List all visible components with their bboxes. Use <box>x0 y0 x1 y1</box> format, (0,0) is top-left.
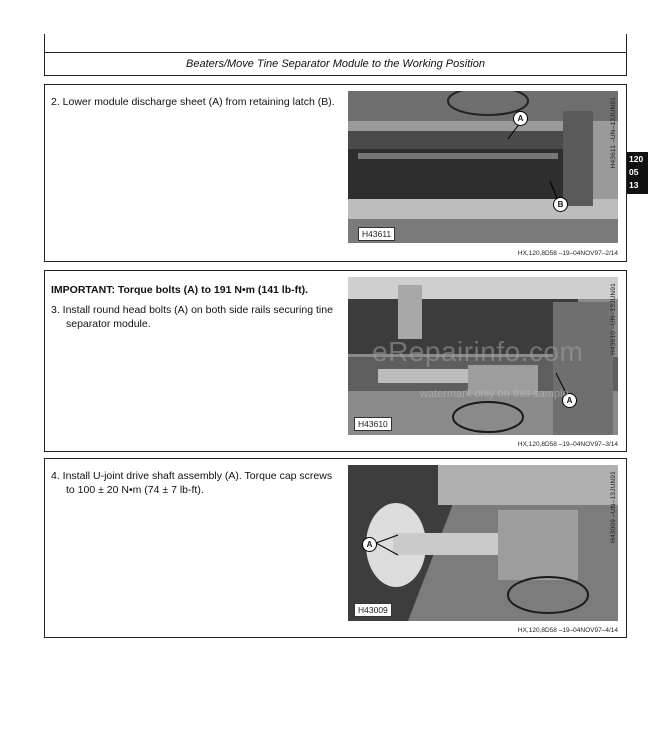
callout-a: A <box>513 111 528 126</box>
page-right-rule <box>626 34 627 52</box>
photo-code: H43610 <box>354 417 392 431</box>
photo-code: H43009 <box>354 603 392 617</box>
step-text-block <box>51 95 341 115</box>
tab-page: 13 <box>629 180 639 190</box>
step-photo <box>348 91 618 243</box>
photo-drawing <box>348 91 618 243</box>
photo-side-code: H43611 –UN–13JUN91 <box>610 97 617 169</box>
tab-chapter: 120 <box>629 154 644 164</box>
callout-a: A <box>562 393 577 408</box>
page-left-rule <box>44 34 45 52</box>
step-panel <box>44 84 627 262</box>
callout-a: A <box>362 537 377 552</box>
step-panel <box>44 458 627 638</box>
reference-code: HX,120,8D58 –19–04NOV97–4/14 <box>517 627 618 634</box>
reference-code: HX,120,8D58 –19–04NOV97–2/14 <box>517 250 618 257</box>
callout-b: B <box>553 197 568 212</box>
step-photo <box>348 465 618 621</box>
tab-group: 05 <box>629 167 639 177</box>
photo-drawing <box>348 465 618 621</box>
step-instruction: 4. Install U-joint drive shaft assembly (A). Torque cap screws to 100 ± 20 N•m (74 ± 7 lb-ft). <box>51 470 333 496</box>
section-tab <box>627 152 648 194</box>
step-text-block <box>51 283 341 337</box>
section-title: Beaters/Move Tine Separator Module to the Working Position <box>44 52 627 76</box>
step-instruction: 2. Lower module discharge sheet (A) from retaining latch (B). <box>51 96 335 108</box>
reference-code: HX,120,8D58 –19–04NOV97–3/14 <box>517 441 618 448</box>
step-text-block <box>51 469 341 503</box>
photo-side-code: H43610 –UN–13JUN91 <box>610 283 617 355</box>
photo-code: H43611 <box>358 227 395 241</box>
watermark: eRepairinfo.com <box>372 336 584 367</box>
step-instruction: 3. Install round head bolts (A) on both side rails securing tine separator module. <box>51 304 333 330</box>
photo-side-code: H43009 –UN–13JUN91 <box>610 471 617 543</box>
watermark-subtext: watermark only on this sample <box>420 388 569 400</box>
important-note: IMPORTANT: Torque bolts (A) to 191 N•m (141 lb-ft). <box>51 284 309 296</box>
